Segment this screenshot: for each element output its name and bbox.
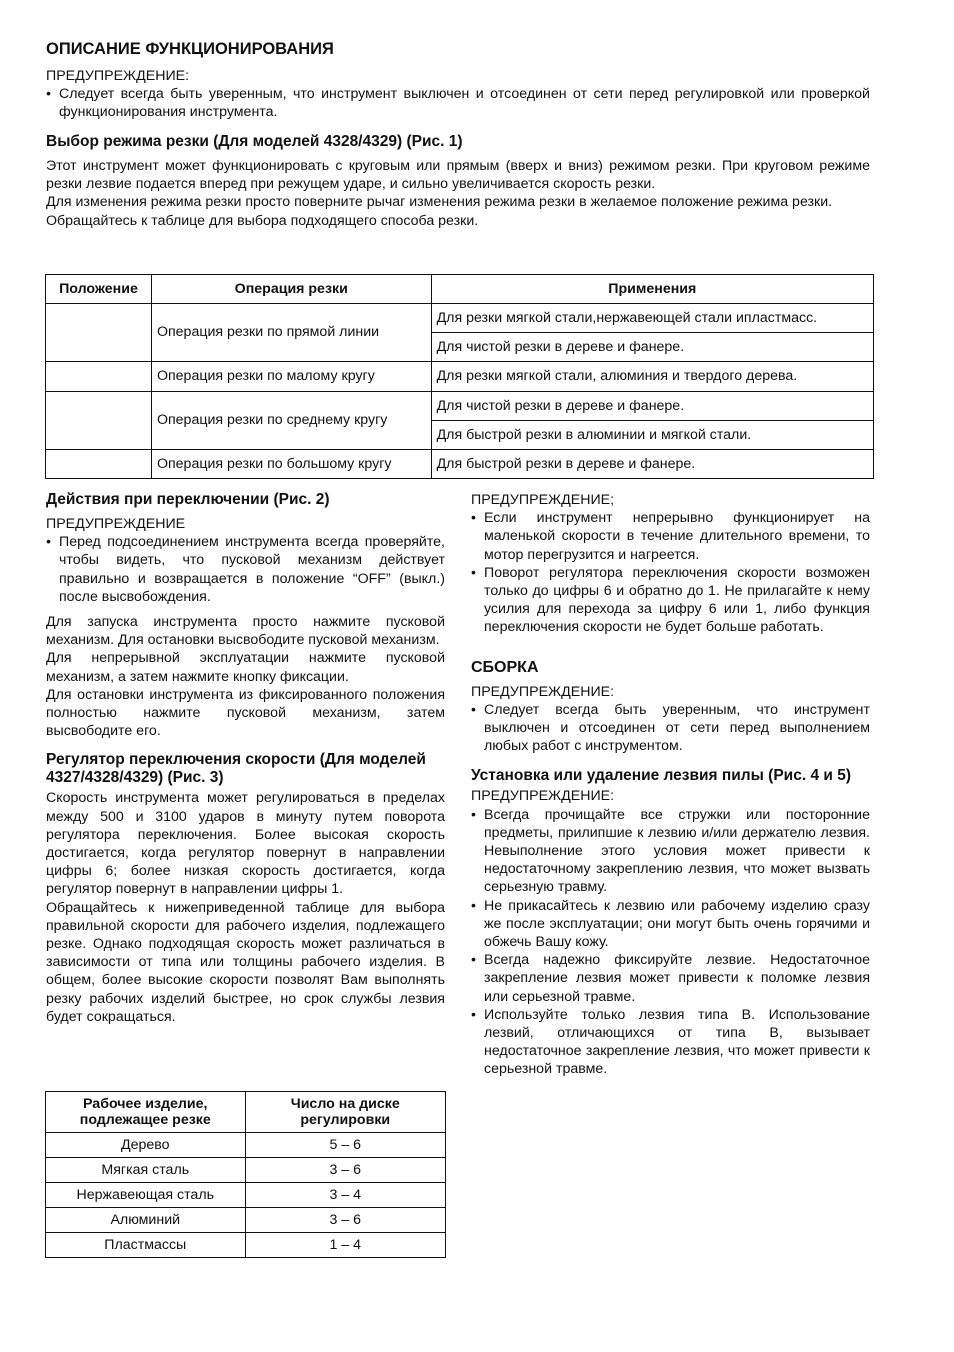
mode-table-application: Для быстрой резки в дереве и фанере. bbox=[431, 450, 873, 479]
blade-bullet: • Всегда надежно фиксируйте лезвие. Недостаточное закрепление лезвия может привести к поломке лезвия или серьезной травме. bbox=[471, 951, 870, 1006]
mode-table-application: Для быстрой резки в алюминии и мягкой стали. bbox=[431, 421, 873, 450]
speed-warning-bullet: • Поворот регулятора переключения скорости возможен только до цифры 6 и обратно до 1. Не прилагайте к нему усилия для перехода за цифру 6 или 1, либо функция переключения скорости не будет больше работать. bbox=[471, 564, 870, 637]
mode-heading: Выбор режима резки (Для моделей 4328/4329) (Рис. 1) bbox=[46, 133, 463, 150]
right-column bbox=[471, 491, 870, 1079]
speed-table-cell: 3 – 6 bbox=[245, 1208, 445, 1233]
mode-paragraph-3: Обращайтесь к таблице для выбора подходящего способа резки. bbox=[46, 212, 479, 229]
blade-bullet: • Всегда прочищайте все стружки или посторонние предметы, прилипшие к лезвию и/или держателю лезвия. Невыполнение этого условия может привести к недостаточному закреплению лезвия, что может вызвать серьезную травму. bbox=[471, 806, 870, 897]
mode-table-position-cell bbox=[46, 304, 152, 362]
assembly-heading: СБОРКА bbox=[471, 658, 539, 676]
mode-table-header-position: Положение bbox=[46, 275, 152, 304]
assembly-bullet: • Следует всегда быть уверенным, что инструмент выключен и отсоединен от сети перед выполнением любых работ с инструментом. bbox=[471, 701, 870, 756]
speed-table-cell: 3 – 6 bbox=[245, 1158, 445, 1183]
left-column bbox=[46, 491, 445, 1026]
main-title: ОПИСАНИЕ ФУНКЦИОНИРОВАНИЯ bbox=[46, 40, 334, 58]
intro-bullet: • Следует всегда быть уверенным, что инструмент выключен и отсоединен от сети перед регулировкой или проверкой функционирования инструмента. bbox=[46, 85, 870, 121]
speed-warning-label: ПРЕДУПРЕЖДЕНИЕ; bbox=[471, 492, 615, 508]
switch-paragraph-1: Для запуска инструмента просто нажмите пусковой механизм. Для остановки высвободите пусковой механизм. bbox=[46, 614, 445, 649]
switch-paragraph-2: Для непрерывной эксплуатации нажмите пусковой механизм, а затем нажмите кнопку фиксации. bbox=[46, 650, 445, 685]
speed-table-cell: Мягкая сталь bbox=[46, 1158, 246, 1183]
assembly-warning-label: ПРЕДУПРЕЖДЕНИЕ: bbox=[471, 683, 615, 700]
switch-bullet: • Перед подсоединением инструмента всегда проверяйте, чтобы видеть, что пусковой механизм действует правильно и возвращается в положение “OFF” (выкл.) после высвобождения. bbox=[46, 533, 445, 606]
switch-paragraph-3: Для остановки инструмента из фиксированного положения полностью нажмите пусковой механизм, затем высвободите его. bbox=[46, 686, 445, 740]
speed-table-header-dial: Число на диске регулировки bbox=[245, 1092, 445, 1133]
mode-table-header-operation: Операция резки bbox=[151, 275, 431, 304]
speed-table-cell: Алюминий bbox=[46, 1208, 246, 1233]
intro-section bbox=[46, 67, 870, 122]
mode-section bbox=[46, 133, 870, 230]
speed-paragraph-2: Обращайтесь к нижеприведенной таблице для выбора правильной скорости для рабочего изделия, подлежащего резке. Однако подходящая скорость может различаться в зависимости от типа или толщины рабочего изделия. В общем, более высокие скорости позволят Вам выполнять резку рабочих изделий быстрее, но срок службы лезвия будет сокращаться. bbox=[46, 899, 445, 1025]
switch-warning-label: ПРЕДУПРЕЖДЕНИЕ bbox=[46, 516, 186, 532]
mode-paragraph-2: Для изменения режима резки просто поверните рычаг изменения режима резки в желаемое положение режима резки. bbox=[46, 194, 833, 211]
mode-table-operation: Операция резки по среднему кругу bbox=[151, 392, 431, 450]
intro-warning-label: ПРЕДУПРЕЖДЕНИЕ: bbox=[46, 68, 190, 84]
speed-table-cell: 1 – 4 bbox=[245, 1233, 445, 1258]
mode-table-position-cell bbox=[46, 362, 152, 392]
blade-bullet: • Используйте только лезвия типа В. Использование лезвий, отличающихся от типа В, вызывает недостаточное закрепление лезвия, что может привести к серьезной травме. bbox=[471, 1006, 870, 1079]
mode-paragraph-1: Этот инструмент может функционировать с круговым или прямым (вверх и вниз) режимом резки. При круговом режиме резки лезвие подается вперед при режущем ударе, и сильно увеличивается скорость резки. bbox=[46, 158, 870, 193]
speed-table-cell: Дерево bbox=[46, 1133, 246, 1158]
mode-table-operation: Операция резки по прямой линии bbox=[151, 304, 431, 362]
mode-table-position-cell bbox=[46, 450, 152, 479]
mode-table-application: Для чистой резки в дереве и фанере. bbox=[431, 333, 873, 362]
speed-table-cell: 3 – 4 bbox=[245, 1183, 445, 1208]
blade-warning-label: ПРЕДУПРЕЖДЕНИЕ: bbox=[471, 788, 615, 805]
speed-table-cell: 5 – 6 bbox=[245, 1133, 445, 1158]
mode-table-position-cell bbox=[46, 392, 152, 450]
mode-table-application: Для резки мягкой стали, алюминия и твердого дерева. bbox=[431, 362, 873, 392]
speed-table bbox=[45, 1091, 446, 1258]
mode-table bbox=[45, 274, 874, 479]
speed-table-cell: Пластмассы bbox=[46, 1233, 246, 1258]
speed-heading: Регулятор переключения скорости (Для моделей 4327/4328/4329) (Рис. 3) bbox=[46, 751, 426, 787]
switch-heading: Действия при переключении (Рис. 2) bbox=[46, 491, 330, 508]
speed-table-header-workpiece: Рабочее изделие, подлежащее резке bbox=[46, 1092, 246, 1133]
mode-table-application: Для резки мягкой стали,нержавеющей стали ипластмасс. bbox=[431, 304, 873, 333]
speed-paragraph-1: Скорость инструмента может регулироваться в пределах между 500 и 3100 ударов в минуту путем поворота регулятора переключения. Более высокая скорость достигается, когда регулятор повернут в направлении цифры 6; более низкая скорость достигается, когда регулятор повернут в направлении цифры 1. bbox=[46, 790, 445, 898]
speed-warning-bullet: • Если инструмент непрерывно функционирует на маленькой скорости в течение длительного времени, то мотор перегрузится и нагреется. bbox=[471, 509, 870, 564]
speed-table-cell: Нержавеющая сталь bbox=[46, 1183, 246, 1208]
mode-table-header-applications: Применения bbox=[431, 275, 873, 304]
mode-table-application: Для чистой резки в дереве и фанере. bbox=[431, 392, 873, 421]
blade-bullet: • Не прикасайтесь к лезвию или рабочему изделию сразу же после эксплуатации; они могут быть очень горячими и обжечь Вашу кожу. bbox=[471, 897, 870, 952]
mode-table-operation: Операция резки по большому кругу bbox=[151, 450, 431, 479]
mode-table-operation: Операция резки по малому кругу bbox=[151, 362, 431, 392]
blade-heading: Установка или удаление лезвия пилы (Рис. 4 и 5) bbox=[471, 767, 851, 785]
